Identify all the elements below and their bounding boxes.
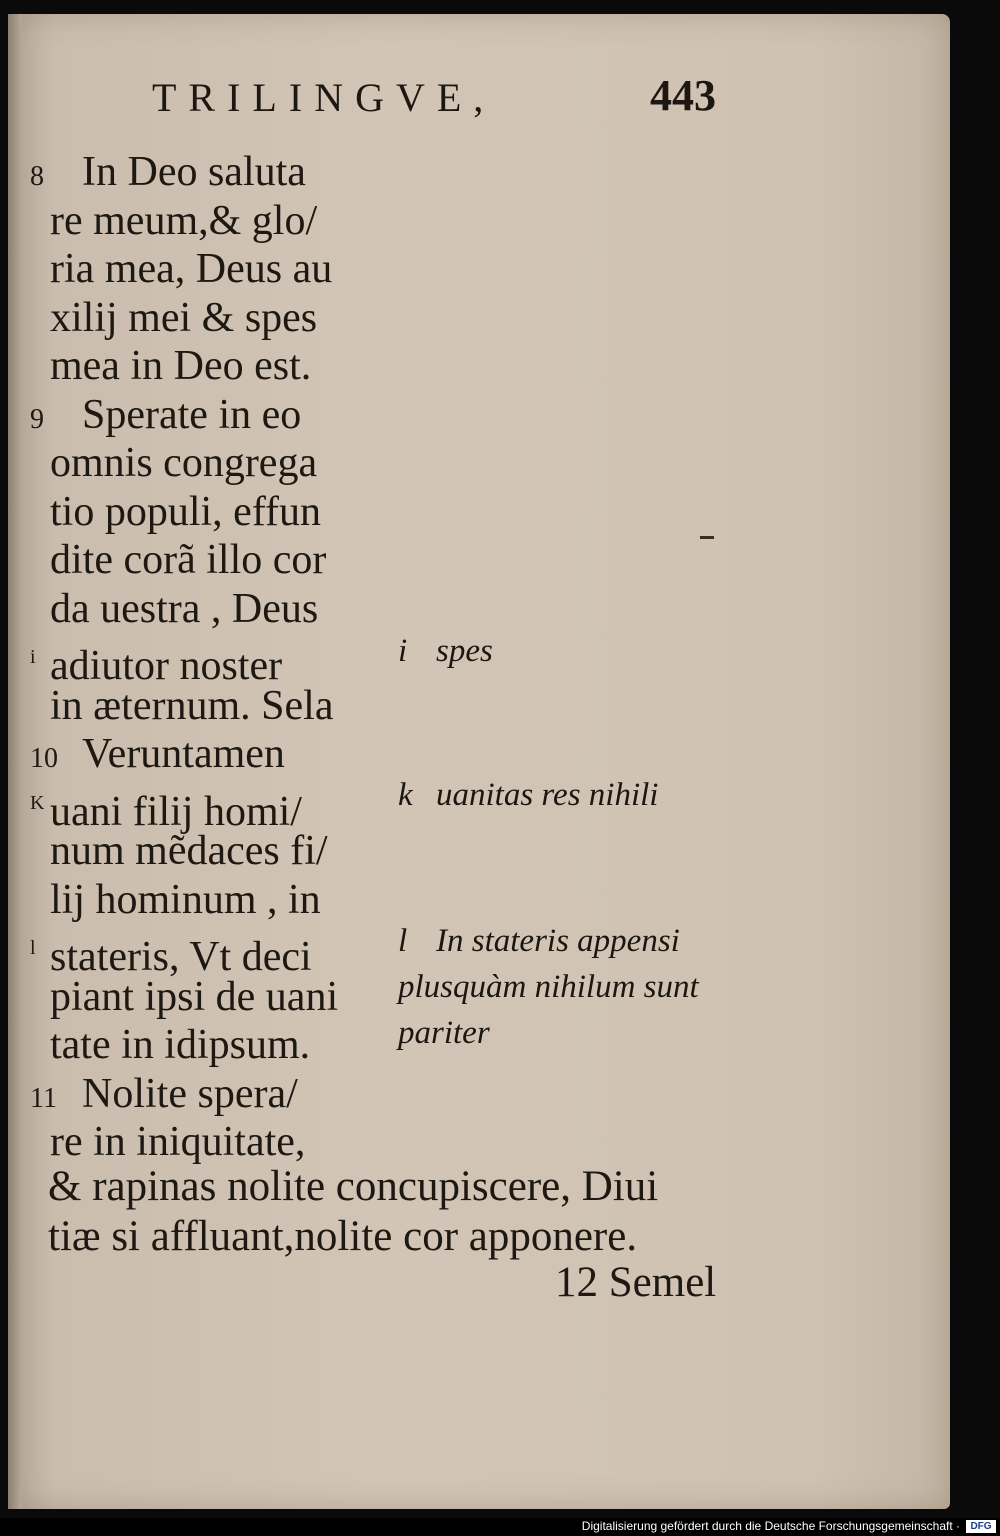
catchword: 12 Semel [555, 1259, 717, 1306]
line-text: Sperate in eo [82, 391, 302, 438]
note-text: uanitas res nihili [436, 777, 659, 813]
line-text: lij hominum , in [50, 876, 321, 923]
text-line [30, 973, 338, 1022]
text-line [30, 197, 338, 246]
line-text: xilij mei & spes [50, 294, 318, 341]
marginal-note [398, 628, 493, 674]
note-text: spes [436, 633, 493, 669]
dfg-logo: DFG [966, 1520, 996, 1533]
text-line [30, 730, 338, 779]
text-line [30, 924, 338, 980]
text-line [30, 1118, 338, 1167]
text-line [30, 1021, 338, 1070]
line-text: re meum,& glo/ [50, 197, 318, 244]
text-line [30, 488, 338, 537]
line-text: Nolite spera/ [82, 1070, 298, 1117]
line-text: omnis congrega [50, 440, 318, 486]
main-text-column [30, 148, 338, 1167]
page-gutter [8, 14, 22, 1509]
note-letter: k [398, 777, 413, 813]
note-letter: i [398, 633, 408, 669]
text-line [30, 148, 338, 197]
text-line [30, 827, 338, 876]
text-line [30, 585, 338, 634]
full-line: tiæ si affluant,nolite cor apponere. [48, 1213, 638, 1260]
note-line [398, 772, 658, 818]
note-line [398, 628, 493, 674]
text-line [30, 439, 338, 488]
text-line [30, 633, 338, 689]
line-text: re in iniquitate, [50, 1119, 306, 1165]
marginal-note [398, 772, 658, 818]
line-text: da uestra , Deus [50, 585, 319, 632]
note-marker: K [30, 791, 45, 814]
line-text: uani filij homi/ [50, 788, 302, 835]
text-line [30, 876, 338, 925]
note-text: pariter [398, 1015, 490, 1051]
note-marker: i [30, 646, 36, 668]
line-text: mea in Deo est. [50, 343, 312, 389]
verse-number: 9 [30, 403, 44, 435]
ink-mark [700, 536, 714, 539]
line-text: In Deo saluta [82, 149, 306, 195]
text-line [30, 294, 338, 343]
verse-number: 11 [30, 1082, 57, 1114]
line-text: tio populi, effun [50, 488, 322, 535]
line-text: piant ipsi de uani [50, 973, 339, 1020]
line-text: adiutor noster [50, 643, 283, 689]
note-marker: l [30, 937, 36, 959]
line-text: num mẽdaces fi/ [50, 828, 328, 874]
note-text: In stateris appensi [436, 923, 680, 959]
page-number: 443 [650, 71, 716, 120]
text-line [30, 682, 338, 731]
verse-number: 10 [30, 743, 58, 774]
text-line [30, 1070, 338, 1119]
note-text: plusquàm nihilum sunt [398, 969, 699, 1005]
note-line [398, 964, 699, 1010]
line-text: ria mea, Deus au [50, 246, 333, 292]
marginal-note [398, 918, 699, 1056]
line-text: in æternum. Sela [50, 682, 334, 729]
text-line [30, 342, 338, 391]
note-letter: l [398, 923, 408, 959]
verse-number: 8 [30, 161, 44, 192]
footer-credit: Digitalisierung gefördert durch die Deutsche Forschungsgemeinschaft · [581, 1519, 960, 1533]
footer-bar [0, 1518, 1000, 1536]
full-line: & rapinas nolite concupiscere, Diui [48, 1163, 659, 1210]
text-line [30, 536, 338, 585]
note-line [398, 1010, 699, 1056]
running-title: TRILINGVE, [152, 75, 496, 120]
note-line [398, 918, 699, 964]
line-text: dite corã illo cor [50, 537, 327, 583]
text-line [30, 245, 338, 294]
text-line [30, 391, 338, 440]
text-line [30, 779, 338, 835]
line-text: stateris, Vt deci [50, 934, 312, 980]
line-text: Veruntamen [82, 731, 285, 777]
full-width-text [48, 1162, 658, 1262]
line-text: tate in idipsum. [50, 1022, 311, 1068]
